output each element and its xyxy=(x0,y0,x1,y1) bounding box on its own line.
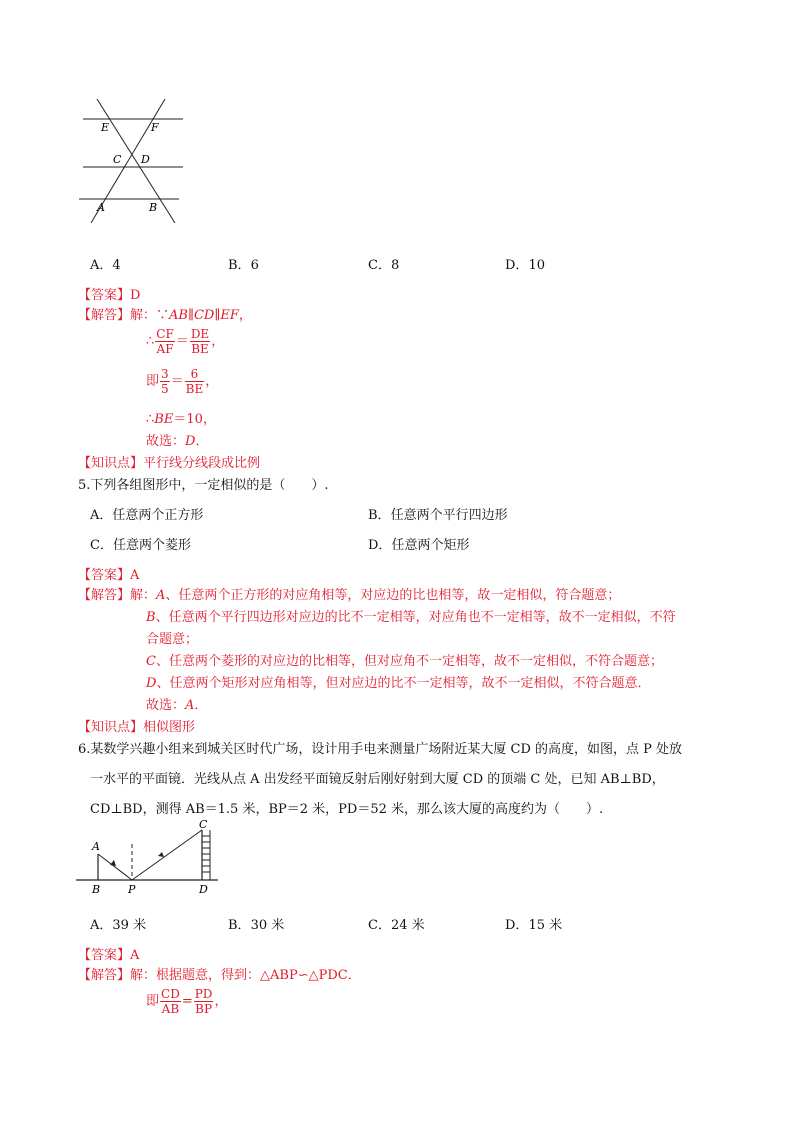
q4-answer: 【答案】D xyxy=(78,288,141,303)
q4-proportion-1: ∴ $\frac{CF}{AF}$ ＝ $\frac{DE}{BE}$ ， xyxy=(146,327,225,356)
label-p: P xyxy=(128,883,136,896)
label-c: C xyxy=(199,818,208,831)
label-d: D xyxy=(141,153,150,166)
parallel-lines-figure xyxy=(75,95,195,235)
label-f: F xyxy=(151,121,159,134)
label-c: C xyxy=(113,153,122,166)
q6-answer: 【答案】A xyxy=(78,948,140,963)
q5-knowledge: 【知识点】相似图形 xyxy=(78,720,196,735)
fraction-cd-ab: $\frac{CD}{AB}$ xyxy=(161,987,180,1016)
label-a: A xyxy=(97,201,105,214)
q5-choose: 故选：A． xyxy=(146,698,208,713)
label-e: E xyxy=(101,121,110,134)
q5-option-d: D．任意两个矩形 xyxy=(368,538,470,553)
q4-option-a: A．4 xyxy=(90,258,121,273)
q5-answer: 【答案】A xyxy=(78,568,140,583)
q4-choose: 故选：D． xyxy=(146,434,209,449)
fraction-de-be: $\frac{DE}{BE}$ xyxy=(190,327,210,356)
q4-option-d: D．10 xyxy=(505,258,545,273)
fraction-cf-af: $\frac{CF}{AF}$ xyxy=(156,327,174,356)
transversal-eb xyxy=(97,99,175,223)
q4-proportion-2: 即 $\frac{3}{5}$ ＝ $\frac{6}{BE}$ ， xyxy=(146,367,219,396)
q6-option-b: B．30 米 xyxy=(228,918,285,933)
q6-option-a: A．39 米 xyxy=(90,918,147,933)
q4-solution-line: 【解答】解：∵AB∥CD∥EF， xyxy=(78,308,252,323)
q4-option-c: C．8 xyxy=(368,258,400,273)
q6-solution-line: 【解答】解：根据题意，得到：△ABP∽△PDC． xyxy=(78,968,361,983)
q5-option-a: A．任意两个正方形 xyxy=(90,508,204,523)
q6-option-c: C．24 米 xyxy=(368,918,425,933)
light-ray-incident xyxy=(98,854,132,880)
q6-question-line-1: 6.某数学兴趣小组来到城关区时代广场，设计用手电来测量广场附近某大厦 CD 的高度，如图，点 P 处放 xyxy=(78,742,683,757)
q5-solution-line-5: D、任意两个矩形对应角相等，但对应边的比不一定相等，故不一定相似，不符合题意． xyxy=(146,676,651,691)
q4-option-b: B．6 xyxy=(228,258,259,273)
q4-knowledge: 【知识点】平行线分线段成比例 xyxy=(78,456,261,471)
building-cd xyxy=(202,830,210,880)
q5-solution-line-4: C、任意两个菱形的对应边的比相等，但对应角不一定相等，故不一定相似，不符合题意； xyxy=(146,654,663,669)
q5-question: 5.下列各组图形中，一定相似的是（ ）. xyxy=(78,478,329,493)
q6-question-line-2: 一水平的平面镜．光线从点 A 出发经平面镜反射后刚好射到大厦 CD 的顶端 C 处，已知 AB⊥BD， xyxy=(90,772,665,787)
q5-solution-line-2: B、任意两个平行四边形对应边的比不一定相等，对应角也不一定相等，故不一定相似，不符 xyxy=(146,610,676,625)
q4-result: ∴BE＝10， xyxy=(146,412,216,427)
q5-solution-line-1: 【解答】解：A、任意两个正方形的对应角相等，对应边的比也相等，故一定相似，符合题意； xyxy=(78,588,621,603)
fraction-pd-bp: $\frac{PD}{BP}$ xyxy=(194,987,213,1016)
fraction-6-be: $\frac{6}{BE}$ xyxy=(185,367,204,396)
q6-question-line-3: CD⊥BD，测得 AB＝1.5 米，BP＝2 米，PD＝52 米，那么该大厦的高度约为（ ）. xyxy=(90,802,604,817)
fraction-3-5: $\frac{3}{5}$ xyxy=(161,367,169,396)
light-ray-reflected xyxy=(132,830,202,880)
q6-option-d: D．15 米 xyxy=(505,918,563,933)
q6-proportion: 即 $\frac{CD}{AB}$ = $\frac{PD}{BP}$ ， xyxy=(146,987,228,1016)
q5-option-b: B．任意两个平行四边形 xyxy=(368,508,508,523)
label-b: B xyxy=(149,201,158,214)
label-b: B xyxy=(92,883,101,896)
q5-solution-line-3: 合题意； xyxy=(146,632,199,647)
label-d: D xyxy=(199,883,208,896)
q5-option-c: C．任意两个菱形 xyxy=(90,538,191,553)
arrow-incident-icon xyxy=(110,860,116,866)
mirror-reflection-figure xyxy=(72,818,222,898)
arrow-reflected-icon xyxy=(158,852,164,857)
label-a: A xyxy=(92,840,100,853)
